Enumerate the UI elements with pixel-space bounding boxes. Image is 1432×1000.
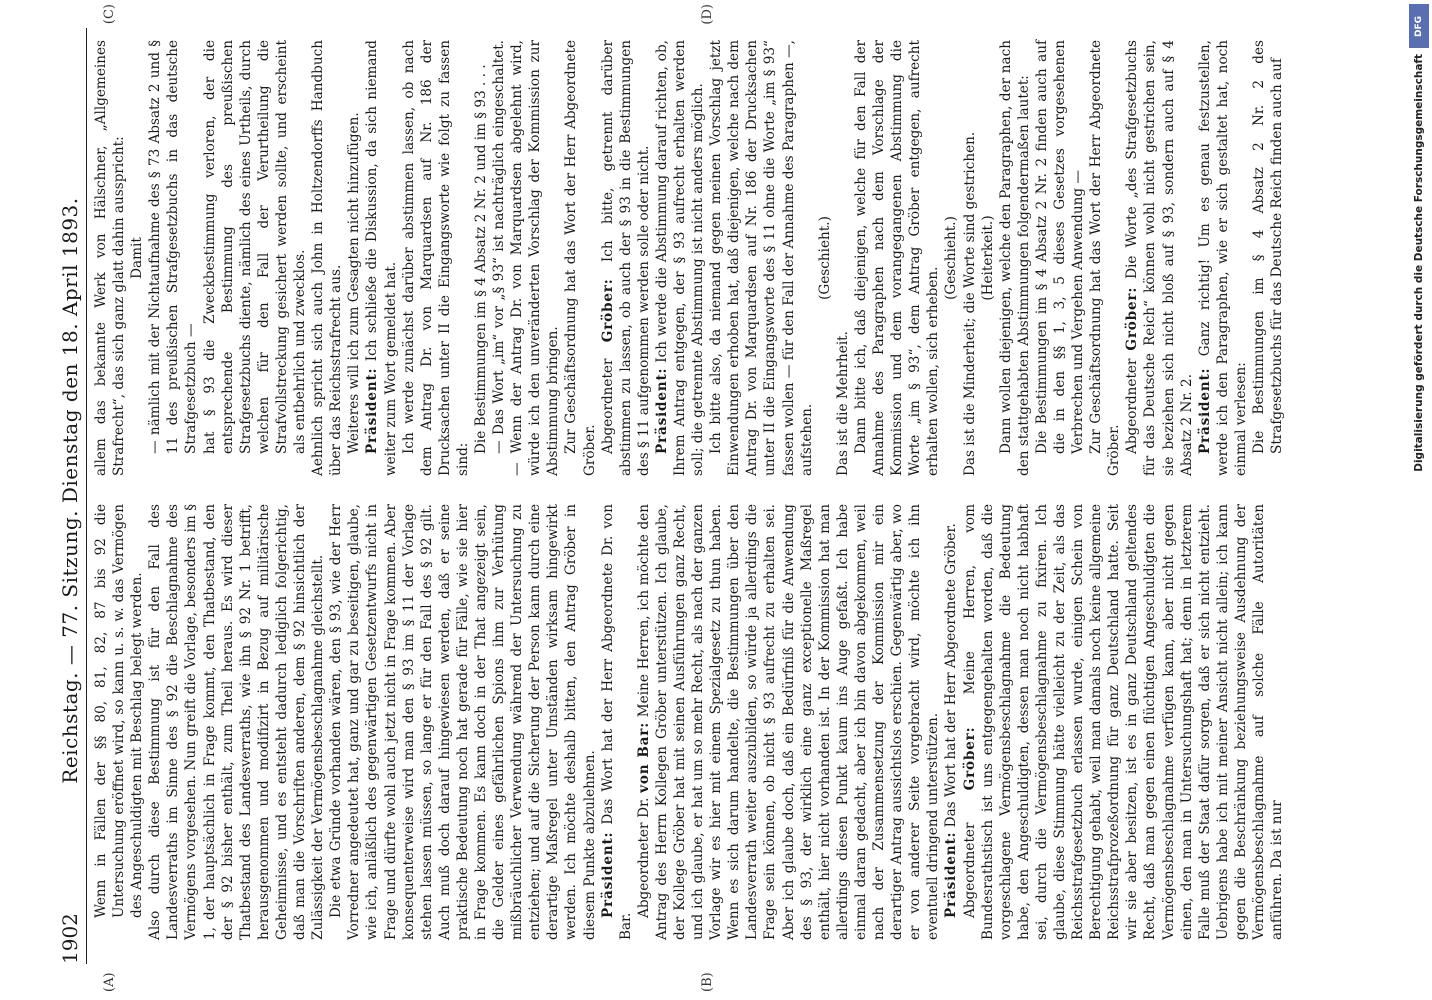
speech-text: Meine Herren, vom Bundesrathstisch ist uns entgegengehalten worden, daß die vorgeschlagene Vermögensbeschlagnahme die Bedeutung habe, den Angeschuldigten, dessen man noch nicht habhaft sei, durch die Vermögensbeschlagnahme zu fixiren. Ich glaube, diese Stimmung hätte vielleicht zu der Zeit, als das Reichsstrafgesetzbuch erlassen wurde, einigen Schein von Berechtigung gehabt, weil man damals noch keine allgemeine Reichsstrafprozeßordnung für ganz Deutschland hatte. Seit wir sie aber besitzen, ist es in ganz Deutschland geltendes Recht, daß man gegen einen flüchtigen Angeschuldigten die Vermögensbeschlagnahme verfügen kann, aber nicht gegen einen, den man in Untersuchungshaft hat; denn in letzterem Falle muß der Staat dafür sorgen, daß er sich nicht entzieht. Uebrigens habe ich mit meiner Ansicht nicht allein; ich kann gegen die Beschränkung beziehungsweise Ausdehnung der Vermögensbeschlagnahme auf solche Fälle Autoritäten anführen. Da ist nur [961,504,1286,940]
paragraph: Wenn in Fällen der §§ 80, 81, 82, 87 bis 92 die Untersuchung eröffnet wird, so kann u. s. w. das Vermögen des Angeschuldigten mit Beschlag belegt werden. [93,504,146,918]
speaker-prefix: Abgeordneter Dr. [635,797,652,918]
speech [961,504,1287,940]
paragraph: Zur Geschäftsordnung hat das Wort der Herr Abgeordnete Gröber. [563,40,598,476]
paragraph: Dann wollen diejenigen, welche den Paragraphen, der nach den stattgehabten Abstimmungen folgendermaßen lautet: [997,40,1032,476]
paragraph: — Das Wort „im“ vor „§ 93“ ist nachträglich eingeschaltet. — Wenn der Antrag Dr. von Marquardsen abgelehnt wird, würde ich den unveränderten Vorschlag der Kommission zur Abstimmung bringen. [491,40,562,476]
speaker-name: Präsident: [364,367,381,454]
quote: hat § 93 die Zweckbestimmung verloren, der die entsprechende Bestimmung des preußischen Strafgesetzbuchs diente, nämlich des eines Urtheils, durch welchen für den Fall der Verurtheilung die Strafvollstreckung gesichert werden sollte, und erscheint als entbehrlich und zwecklos. [201,40,309,454]
quote: Die Bestimmungen im § 4 Absatz 2 Nr. 2 und im § 93 . . . [472,64,489,454]
speaker-name: Präsident: [653,367,670,454]
quote: Die Bestimmungen im § 4 Absatz 2 Nr. 2 finden auch auf die in den §§ 1, 3, 5 dieses Gesetzes vorgesehenen Verbrechen und Vergehen Anwendung — [1033,40,1087,454]
margin-mark-d: (D) [700,4,715,25]
speech-text: Das Wort hat der Herr Abgeordnete Gröber. [943,523,960,828]
speaker-name: von Bar: [635,721,652,793]
quote-heading: Damit [129,237,146,279]
speech [653,40,707,476]
speaker-name: Präsident: [599,831,616,918]
page-number: 1902 [58,913,82,964]
speech [942,504,960,940]
margin-mark-c: (C) [102,4,117,25]
page-title: Reichstag. — 77. Sitzung. Dienstag den 18. April 1893. [58,197,82,784]
speech [1123,40,1195,476]
speech-text: Ich bitte, getrennt darüber abstimmen zu lassen, ob auch der § 93 in die Bestimmungen des § 11 aufgenommen werden solle oder nicht. [599,40,652,476]
speech-text: Ich werde die Abstimmung darauf richten, ob, Ihrem Antrag entgegen, der § 93 aufrecht erhalten werden soll; die getrennte Abstimmung ist nicht anders möglich. [653,40,707,476]
speech [599,40,653,476]
paragraph: Die etwa Gründe vorhanden wären, den § 93, wie der Herr Vorredner angedeutet hat, ganz und gar zu beseitigen, glaube, wie ich, anläßlich des gegenwärtigen Gesetzentwurfs nicht in Frage und dürfte wohl auch jetzt nicht in Frage kommen. Aber konsequenterweise wird man den § 93 im § 11 der Vorlage stehen lassen müssen, so lange er für den Fall des § 92 gilt. Auch muß doch darauf hingewiesen werden, daß er seine praktische Bedeutung noch hat gerade für Fälle, wie sie hier in Frage kommen. Es kann doch in der That angezeigt sein, die Gelder eines gefährlichen Spions ihm zur Verhütung mißbräuchlicher Verwendung während der Untersuchung zu entziehen; und auf die Sicherung der Person kann durch eine derartige Maßregel unter Umständen wirksam hingewirkt werden. Ich möchte deshalb bitten, den Antrag Gröber in diesem Punkte abzulehnen. [328,504,598,940]
quote: Die Bestimmungen im § 4 Absatz 2 Nr. 2 des Strafgesetzbuchs für das Deutsche Reich finden auch auf [1251,40,1286,454]
speaker-name: Gröber: [1124,286,1141,351]
paragraph: Zur Geschäftsordnung hat das Wort der Herr Abgeordnete Gröber. [1088,40,1123,476]
speech-text: Die Worte „des Strafgesetzbuchs für das Deutsche Reich“ können wohl nicht gestrichen sein, sie beziehen sich nicht bloß auf § 93, sondern auch auf § 4 Absatz 2 Nr. 2. [1124,40,1195,476]
text-columns [92,40,1412,940]
speaker-prefix: Abgeordneter [599,358,616,454]
speech [363,40,399,476]
stage-direction: (Geschieht.) [816,216,833,300]
paragraph: Ich werde zunächst darüber abstimmen lassen, ob nach dem Antrag Dr. von Marquardsen auf Nr. 186 der Drucksachen unter II die Eingangsworte wie folgt zu fassen sind: [400,40,471,476]
speaker-name: Gröber: [961,726,978,791]
stage-direction: (Geschieht.) [943,216,960,300]
speaker-name: Präsident: [943,831,960,918]
paragraph: allem das bekannte Werk von Hälschner, „Allgemeines Strafrecht“, das sich ganz glatt dahin ausspricht: [93,40,128,476]
paragraph: Das ist die Minderheit; die Worte sind gestrichen. [961,131,978,476]
column-left [92,504,1412,940]
speaker-prefix: Abgeordneter [1124,358,1141,454]
quote: — nämlich mit der Nichtaufnahme des § 73 Absatz 2 und § 11 des preußischen Strafgesetzbuchs in das deutsche Strafgesetzbuch — [147,40,200,454]
speech [599,504,635,940]
dfg-sidebar [1406,0,1432,1000]
speech-text: Das Wort hat der Herr Abgeordnete Dr. von Bar. [599,504,634,940]
speech-text: Ganz richtig! Um es genau festzustellen, werde ich den Paragraphen, wie er sich gestaltet hat, noch einmal verlesen: [1196,40,1249,476]
speech-text: Ich schließe die Diskussion, da sich niemand weiter zum Wort gemeldet hat. [364,40,399,476]
speaker-prefix: Abgeordneter [961,822,978,918]
paragraph: Aehnlich spricht sich auch John in Holtzendorffs Handbuch über das Reichsstrafrecht aus. [310,40,345,476]
column-right [92,40,1412,476]
paragraph: Dann bitte ich, daß diejenigen, welche für den Fall der Annahme des Paragraphen nach dem Vorschlage der Kommission und dem vorangegangenen Abstimmung die Worte „im § 93“, dem Antrag Gröber entgegen, aufrecht erhalten wollen, sich erheben. [852,40,942,476]
paragraph: Also durch diese Bestimmung ist für den Fall des Landesverraths im Sinne des § 92 die Beschlagnahme des Vermögens vorgesehen. Nun greift die Vorlage, besonders im § 1, der hauptsächlich in Frage kommt, den Thatbestand, den der § 92 bisher enthält, zum Theil heraus. Es wird dieser Thatbestand des Landesverraths, wie ihn § 92 Nr. 1 betrifft, herausgenommen und modifizirt in Bezug auf militärische Geheimnisse, und es entsteht dadurch lediglich folgerichtig, daß man die Vorschriften anderen, dem § 92 hinsichtlich der Zulässigkeit der Vermögensbeschlagnahme gleichstellt. [147,504,327,940]
paragraph: Weiteres will ich zum Gesagten nicht hinzufügen. [346,112,363,454]
margin-mark-b: (B) [700,972,715,992]
paragraph: Das ist die Mehrheit. [834,331,851,476]
dfg-logo: DFG [1409,4,1429,48]
dfg-funding-note: Digitalisierung gefördert durch die Deutsche Forschungsgemeinschaft [1413,54,1425,472]
margin-mark-a: (A) [102,972,117,992]
speaker-name: Gröber: [599,278,616,343]
page-header [42,28,87,964]
speech-text: Meine Herren, ich möchte den Antrag des Herrn Kollegen Gröber unterstützen. Ich glaube, der Kollege Gröber hat mit seinen Ausführungen ganz Recht, und ich glaube, er hat um so mehr Recht, als nach der ganzen Vorlage wir es hier mit einem Spezialgesetz zu thun haben. Wenn es sich darum handelte, die Bestimmungen über den Landesverrath weiter auszubilden, so würde ja allerdings die Frage sein können, ob nicht § 93 aufrecht zu erhalten sei. Aber ich glaube doch, daß ein Bedürfniß für die Anwendung des § 93, der wirklich eine ganz exceptionelle Maßregel enthält, hier nicht vorhanden ist. In der Kommission hat man allerdings diesen Punkt kaum ins Auge gefaßt. Ich habe einmal daran gedacht, aber ich bin davon abgekommen, weil nach der Zusammensetzung der Kommission mir ein derartiger Antrag aussichtslos erschien. Gegenwärtig aber, wo er von anderer Seite vorgebracht wird, möchte ich ihn eventuell dringend unterstützen. [635,504,942,940]
speech [1196,40,1250,476]
speaker-name: Präsident: [1196,367,1213,454]
speech [635,504,943,940]
paragraph: Ich bitte also, da niemand gegen meinen Vorschlag jetzt Einwendungen erhoben hat, daß diejenigen, welche nach dem Antrag Dr. von Marquardsen auf Nr. 186 der Drucksachen unter II die Eingangsworte des § 11 ohne die Worte „im § 93“ fassen wollen — für den Fall der Annahme des Paragraphen —, aufstehen. [708,40,815,476]
stage-direction: (Heiterkeit.) [979,215,996,301]
